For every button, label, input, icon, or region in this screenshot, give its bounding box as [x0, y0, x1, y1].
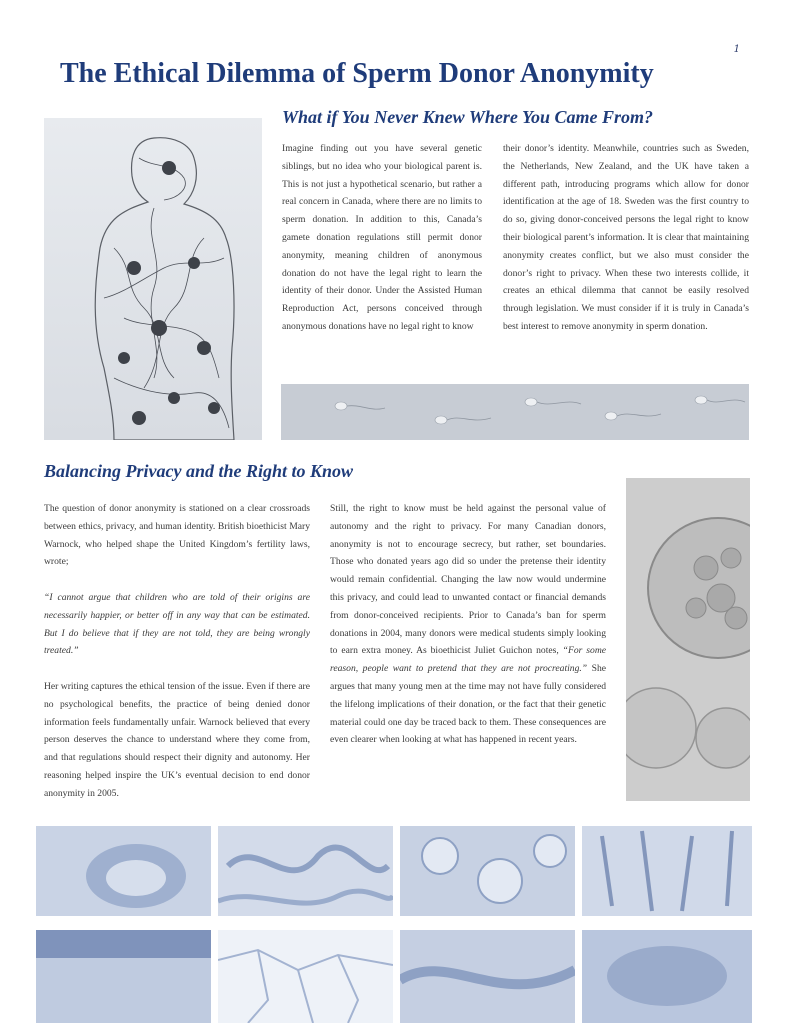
- sperm-microscopy-image: [281, 384, 749, 440]
- section1-paragraph-1: Imagine finding out you have several genetic siblings, but no idea who your biological parent is. This is not just a hypothetical scenario, but rather a real concern in Canada, where there are no limits to sperm donation. In addition to this, Canada’s gamete donation regulations still permit donor anonymity, meaning children of anonymous donation do not have the legal right to learn the identity of their donor. Under the Assisted Human Reproduction Act, persons conceived through anonymous donations have no legal right to know: [282, 143, 482, 332]
- section1-column-2: [503, 140, 749, 336]
- page-title: The Ethical Dilemma of Sperm Donor Anonymity: [60, 58, 654, 89]
- tissue-tile-7: [400, 930, 575, 1023]
- page-number: 1: [733, 44, 740, 55]
- warnock-quote: “I cannot argue that children who are told of their origins are necessarily happier, or better off in any way that can be estimated. But I do believe that if they are not told, they are being wrongly treated.”: [44, 591, 310, 657]
- section-heading-privacy-right-to-know: Balancing Privacy and the Right to Know: [44, 461, 354, 481]
- tissue-tile-6: [218, 930, 393, 1023]
- section2-paragraph-privacy: [330, 500, 606, 749]
- section2-column-2: [330, 500, 606, 749]
- section-heading-where-you-came-from: What if You Never Knew Where You Came From?: [282, 107, 654, 127]
- tissue-tile-2: [218, 826, 393, 916]
- privacy-text-continued: She argues that many young men at the time may not have fully considered the lifelong implications of their donation, or the fact that their genetic material could one day be traced back to them. These consequences are even clearer when looking at what has happened in recent years.: [330, 663, 606, 746]
- embryo-micrograph-image: [626, 478, 750, 801]
- tissue-tile-3: [400, 826, 575, 916]
- vessel-figure-image: [44, 118, 262, 440]
- guichon-quote: “For some reason, people want to pretend that they are not procreating.”: [330, 645, 607, 675]
- tissue-tile-5: [36, 930, 211, 1023]
- section2-paragraph-tension: Her writing captures the ethical tension of the issue. Even if there are no psychological benefits, the practice of being denied donor information feels fundamentally unfair. Warnock believed that every person deserves the chance to understand where they come from, and that regulations should respect their dignity and autonomy. Her reasoning helped inspire the UK’s eventual decision to end donor anonymity in 2005.: [44, 680, 310, 799]
- tissue-tile-4: [582, 826, 752, 916]
- tissue-tile-8: [582, 930, 752, 1023]
- privacy-text: Still, the right to know must be held against the personal value of autonomy and the right to privacy. For many Canadian donors, anonymity is not to encourage secrecy, but rather, set boundaries. Those who donated years ago did so under the pretense their identity would remain confidential. Changing the law now would undermine this privacy, and could lead to unwanted contact or financial demands from donor-conceived recipients. Prior to Canada’s ban for sperm donations in 2004, many donors were medical students simply looking to earn extra money. As bioethicist Juliet Guichon notes,: [330, 503, 606, 657]
- section1-paragraph-2: their donor’s identity. Meanwhile, countries such as Sweden, the Netherlands, New Zealand, and the UK have taken a different path, introducing programs which allow for donor identification at the age of 18. Sweden was the first country to do so, giving donor-conceived persons the legal right to know their biological parent’s information. It is clear that maintaining anonymity creates conflict, but we also must consider the donor’s right to privacy. When these two interests collide, it creates an ethical dilemma that cannot be easily resolved through legislation. We must consider if it is truly in Canada’s best interest to remove anonymity in sperm donation.: [503, 143, 749, 332]
- tissue-tile-1: [36, 826, 211, 916]
- section2-column-1: [44, 500, 310, 803]
- section1-column-1: [282, 140, 482, 336]
- section2-paragraph-intro: The question of donor anonymity is stationed on a clear crossroads between ethics, privacy, and human identity. British bioethicist Mary Warnock, who helped shape the United Kingdom’s fertility laws, wrote;: [44, 503, 310, 568]
